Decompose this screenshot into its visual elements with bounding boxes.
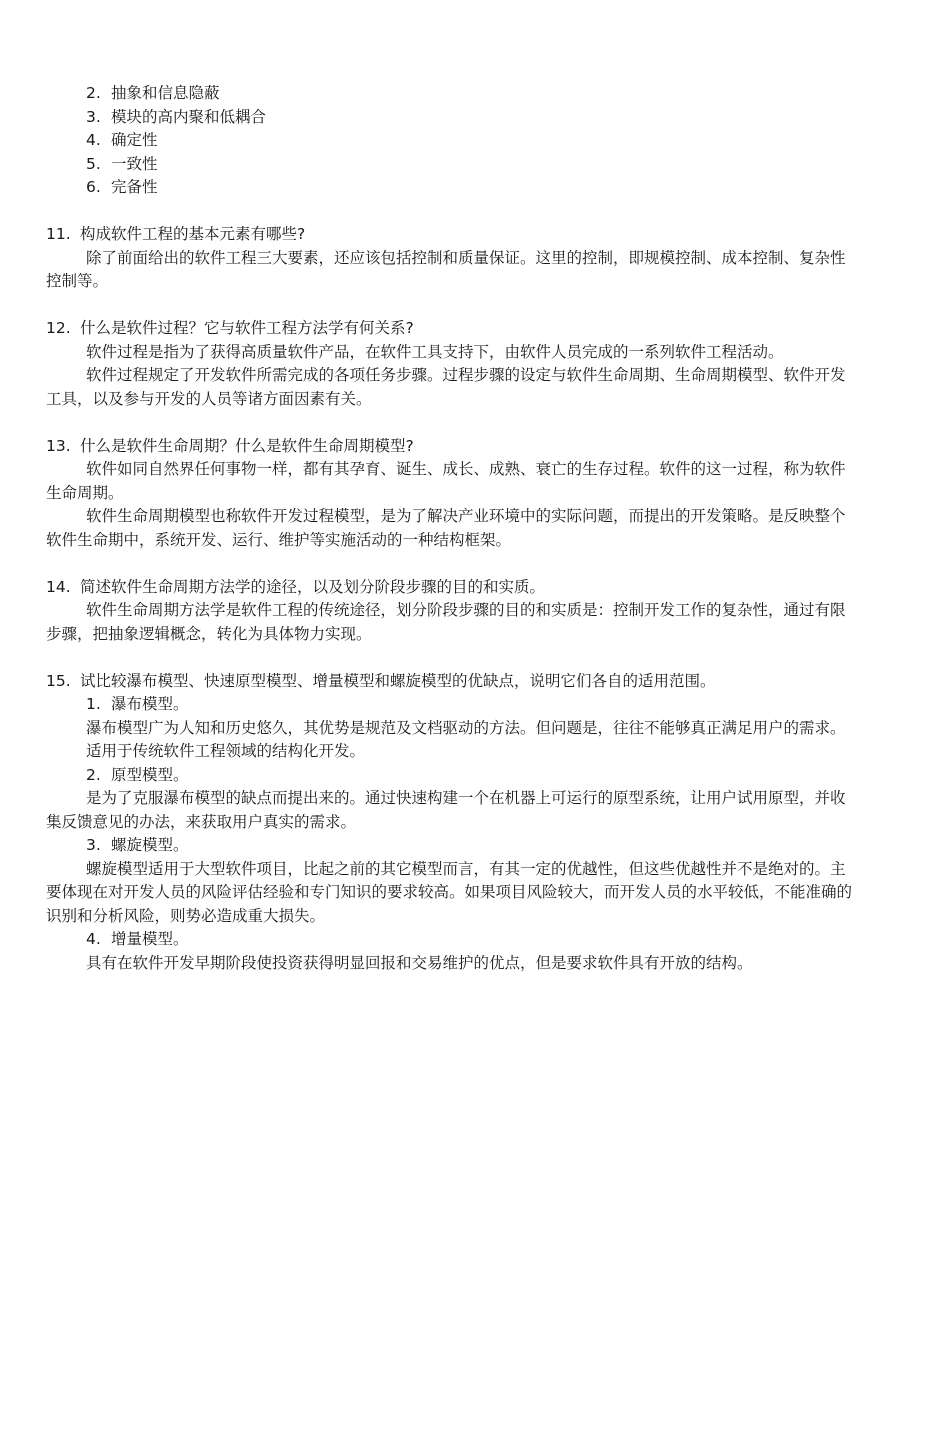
answer-paragraph: 是为了克服瀑布模型的缺点而提出来的。通过快速构建一个在机器上可运行的原型系统，让用户试用原型，并收集反馈意见的办法，来获取用户真实的需求。 bbox=[46, 789, 846, 831]
spacer bbox=[46, 411, 858, 435]
question-heading bbox=[46, 670, 858, 694]
subheading-number: 4. bbox=[86, 930, 101, 948]
question-15 bbox=[46, 670, 858, 976]
question-title: 简述软件生命周期方法学的途径，以及划分阶段步骤的目的和实质。 bbox=[80, 577, 546, 596]
subheading-title: 增量模型。 bbox=[111, 930, 189, 948]
spacer bbox=[46, 552, 858, 576]
question-number: 11. bbox=[46, 225, 71, 243]
subheading-number: 3. bbox=[86, 836, 101, 854]
question-number: 13. bbox=[46, 436, 71, 455]
list-item bbox=[46, 82, 858, 106]
question-14 bbox=[46, 576, 858, 647]
spacer bbox=[46, 646, 858, 670]
answer-paragraph: 软件生命周期方法学是软件工程的传统途径，划分阶段步骤的目的和实质是：控制开发工作的复杂性，通过有限步骤，把抽象逻辑概念，转化为具体物力实现。 bbox=[46, 601, 846, 643]
list-item bbox=[46, 106, 858, 130]
question-title: 什么是软件生命周期？什么是软件生命周期模型? bbox=[80, 436, 414, 455]
question-12 bbox=[46, 317, 858, 411]
list-item bbox=[46, 129, 858, 153]
answer-paragraph: 瀑布模型广为人知和历史悠久，其优势是规范及文档驱动的方法。但问题是，往往不能够真正满足用户的需求。 bbox=[86, 718, 846, 737]
question-heading bbox=[46, 576, 858, 600]
principles-list bbox=[46, 82, 858, 200]
list-item-text: 抽象和信息隐蔽 bbox=[111, 84, 220, 102]
answer-paragraph: 软件如同自然界任何事物一样，都有其孕育、诞生、成长、成熟、衰亡的生存过程。软件的这一过程，称为软件生命周期。 bbox=[46, 460, 846, 502]
answer-paragraph: 螺旋模型适用于大型软件项目，比起之前的其它模型而言，有其一定的优越性，但这些优越性并不是绝对的。主要体现在对开发人员的风险评估经验和专门知识的要求较高。如果项目风险较大，而开发人员的水平较低，不能准确的识别和分析风险，则势必造成重大损失。 bbox=[46, 859, 853, 925]
answer-paragraph: 具有在软件开发早期阶段使投资获得明显回报和交易维护的优点，但是要求软件具有开放的结构。 bbox=[86, 953, 753, 972]
list-item-number: 5. bbox=[86, 154, 101, 173]
question-11 bbox=[46, 223, 858, 294]
question-number: 14. bbox=[46, 577, 71, 596]
list-item-number: 6. bbox=[86, 178, 101, 196]
list-item bbox=[46, 153, 858, 177]
subheading-title: 螺旋模型。 bbox=[111, 836, 189, 854]
question-heading bbox=[46, 317, 858, 341]
question-13 bbox=[46, 435, 858, 553]
list-item-text: 模块的高内聚和低耦合 bbox=[111, 107, 267, 126]
question-number: 12. bbox=[46, 319, 71, 337]
question-heading bbox=[46, 435, 858, 459]
question-number: 15. bbox=[46, 671, 71, 690]
list-item-number: 3. bbox=[86, 107, 101, 126]
list-item-text: 一致性 bbox=[111, 154, 158, 173]
list-item-text: 确定性 bbox=[111, 131, 158, 149]
subheading-incremental bbox=[46, 928, 858, 952]
answer-paragraph: 软件过程规定了开发软件所需完成的各项任务步骤。过程步骤的设定与软件生命周期、生命周期模型、软件开发工具，以及参与开发的人员等诸方面因素有关。 bbox=[46, 366, 846, 408]
document-body bbox=[46, 82, 858, 975]
subheading-prototype bbox=[46, 764, 858, 788]
list-item-number: 2. bbox=[86, 84, 101, 102]
question-title: 什么是软件过程？它与软件工程方法学有何关系? bbox=[80, 319, 414, 337]
list-item-number: 4. bbox=[86, 131, 101, 149]
spacer bbox=[46, 294, 858, 318]
subheading-number: 1. bbox=[86, 695, 101, 713]
subheading-number: 2. bbox=[86, 765, 101, 784]
spacer bbox=[46, 200, 858, 224]
subheading-title: 瀑布模型。 bbox=[111, 695, 189, 713]
answer-paragraph: 除了前面给出的软件工程三大要素，还应该包括控制和质量保证。这里的控制，即规模控制、成本控制、复杂性控制等。 bbox=[46, 248, 846, 290]
answer-paragraph: 适用于传统软件工程领域的结构化开发。 bbox=[86, 742, 366, 760]
list-item bbox=[46, 176, 858, 200]
list-item-text: 完备性 bbox=[111, 178, 158, 196]
answer-paragraph: 软件生命周期模型也称软件开发过程模型，是为了解决产业环境中的实际问题，而提出的开发策略。是反映整个软件生命期中，系统开发、运行、维护等实施活动的一种结构框架。 bbox=[46, 507, 846, 549]
question-title: 试比较瀑布模型、快速原型模型、增量模型和螺旋模型的优缺点，说明它们各自的适用范围。 bbox=[80, 671, 716, 690]
answer-paragraph: 软件过程是指为了获得高质量软件产品，在软件工具支持下，由软件人员完成的一系列软件工程活动。 bbox=[86, 342, 784, 361]
question-heading bbox=[46, 223, 858, 247]
subheading-title: 原型模型。 bbox=[111, 765, 189, 784]
question-title: 构成软件工程的基本元素有哪些? bbox=[80, 225, 306, 243]
subheading-waterfall bbox=[46, 693, 858, 717]
subheading-spiral bbox=[46, 834, 858, 858]
